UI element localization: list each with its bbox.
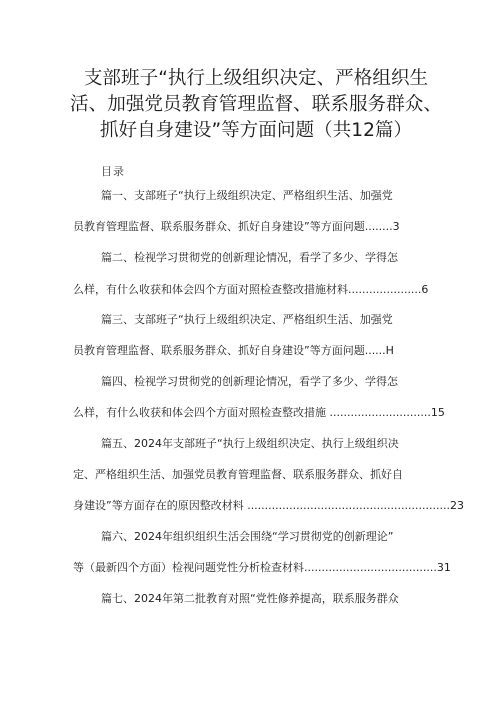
title-line: 抓好自身建设”等方面问题（共12篇） — [99, 120, 413, 141]
toc-entry-line[interactable]: 篇七、2024年第二批教育对照“党性修养提高，联系服务群众 — [101, 592, 399, 605]
toc-entry-line[interactable]: 员教育管理监督、联系服务群众、抓好自身建设”等方面问题........3 — [73, 220, 400, 233]
toc-entry-line[interactable]: 篇一、支部班子“执行上级组织决定、严格组织生活、加强党 — [101, 189, 393, 202]
toc-entry-line[interactable]: 篇五、2024年支部班子“执行上级组织决定、执行上级组织决 — [101, 437, 399, 450]
toc-entry-line[interactable]: 么样，有什么收获和体会四个方面对照检查整改措施材料.....................6 — [73, 283, 429, 296]
toc-entry-line[interactable]: 身建设”等方面存在的原因整改材料 ..........................................................23 — [73, 499, 464, 512]
toc-entry-line[interactable]: 员教育管理监督、联系服务群众、抓好自身建设”等方面问题......H — [73, 344, 394, 357]
toc-entry-line[interactable]: 篇三、支部班子“执行上级组织决定、严格组织生活、加强党 — [101, 313, 393, 326]
toc-entry-line[interactable]: 篇四、检视学习贯彻党的创新理论情况，看学了多少、学得怎 — [101, 375, 398, 388]
toc-heading: 目录 — [101, 165, 125, 178]
toc-entry-line[interactable]: 等（最新四个方面）检视问题党性分析检查材料......................................31 — [73, 561, 451, 574]
document-title — [70, 66, 442, 144]
toc-entry-line[interactable]: 篇六、2024年组织组织生活会围绕“学习贯彻党的创新理论” — [101, 530, 394, 543]
title-line: 活、加强党员教育管理监督、联系服务群众、 — [70, 94, 442, 115]
toc-entry-line[interactable]: 篇二、检视学习贯彻党的创新理论情况，看学了多少、学得怎 — [101, 251, 398, 264]
title-line: 支部班子“执行上级组织决定、严格组织生 — [83, 68, 429, 89]
toc-entry-line[interactable]: 么样，有什么收获和体会四个方面对照检查整改措施 .............................15 — [73, 406, 445, 419]
toc-entry-line[interactable]: 定、严格组织生活、加强党员教育管理监督、联系服务群众、抓好自 — [73, 468, 403, 481]
